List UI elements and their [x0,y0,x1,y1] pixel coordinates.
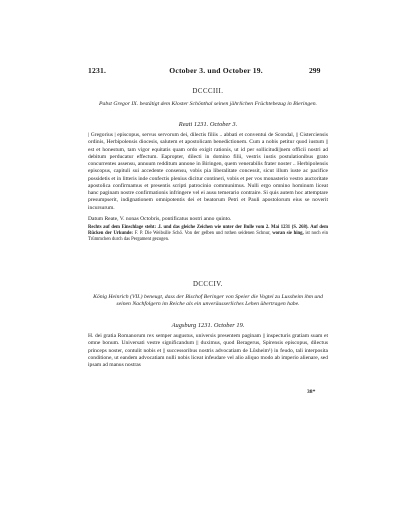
document-2-dateline: Augsburg 1231. October 19. [171,322,245,329]
document-2 [88,281,328,288]
document-1-body-block [88,132,328,212]
document-1-number: DCCCIII. [192,88,224,95]
document-2-number: DCCCIV. [192,281,223,288]
running-head-months: October 3. und October 19. [169,66,263,75]
document-2-body: H. dei gratia Romanorum rex semper augustus, universis presentem paginam || inspecturis gratiam suam et omne bonum. Universati vestre significandum || duximus, quod Beragerus, Spirensis episcopus, dilectus princeps noster, contulit nobis et || successoribus nostris advocatiam de Lûsheim¹) in feudo, tali interposita conditione, ut eandem advocatiam nulli nobis liceat infeudare vel alio aliquo modo ab imperio alienare, sed ipsam ad manus nostras [88,333,328,368]
notes-line-3: F. P. Die Weibsille Schö. Von der gelben und rothen seidenen Schnur, [134,231,271,236]
running-head-year: 1231. [88,66,107,75]
notes-line-5: ist noch ein Trümmchen durch das Pergament gezogen. [88,231,329,242]
document-1-datum-block [88,216,328,223]
running-head [88,66,326,75]
document-1-body: | Gregorius | episcopus, servus servorum dei, dilectis filiis .. abbati et conventui de Scondal, || Cisterciensis ordinis, Herbipolensis diocesis, salutem et apostolicam benedictionem. Cum a nobis petitur quod iustum || est et honestum, tam vigor equitatis quam ordo exigit rationis, ut id per sollicitudi||nem officii nostri ad debitum perducatur effectum. Eapropter, dilecti in domino filii, vestris iustis postulationibus grato concurrentes assensu, annuum redditum annone in Biringen, quem venerabilis frater noster .. Herbipolensis episcopus, capituli sui accedente consensu, vobis pia liberalitate concessit, sicut illum iuste ac pacifice possidetis et in litteris inde confectis plenius dicitur contineri, vobis et per vos monasterio vestro auctoritate apostolica confirmamus et presentis scripti patrocinio communimus. Nulli ergo omnino hominum liceat hanc paginam nostre confirmationis infringere vel ei ausu temerario contraire. Si quis autem hoc attemptare presumpserit, indignationem omnipotentis dei et beatorum Petri et Pauli apostolorum eius se noverit incursurum. [88,132,328,211]
document-1-notes [88,225,328,243]
page-number: 299 [309,66,321,75]
notes-line-1: Rechts auf dem Einschlage steht: .I. und das gleiche Zeichen wie unter der Bulle vom 2. Mai 1231 (S. 268). [88,225,309,230]
document-2-dateline-block [88,322,328,329]
sheet-signature: 38* [307,389,316,395]
document-1-dateline: Reati 1231. October 3. [178,121,238,128]
document-1-dateline-block [88,121,328,128]
document-1 [88,88,328,95]
document-1-rubric: Pabst Gregor IX. bestätigt dem Kloster Schönthal seinen jährlichen Früchtebezug in Bieringen. [99,101,317,107]
notes-line-2: Auf dem Rücken der Urkunde: [88,225,329,236]
document-1-rubric-block [88,101,328,108]
document-2-body-block [88,333,328,369]
document-2-rubric-block [88,294,328,309]
document-2-rubric: König Heinrich (VII.) beneugt, dass der Bischof Beringer von Speier die Vogtei zu Lussheim ihm und seinen Nachfolgern im Reiche als ein unveräusserliches Lehen übertragen habe. [93,294,323,308]
document-1-datum: Datum Reate, V. nonas Octobris, pontificatus nostri anno quinto. [88,216,232,222]
notes-line-4: woran sie hing, [272,231,304,236]
